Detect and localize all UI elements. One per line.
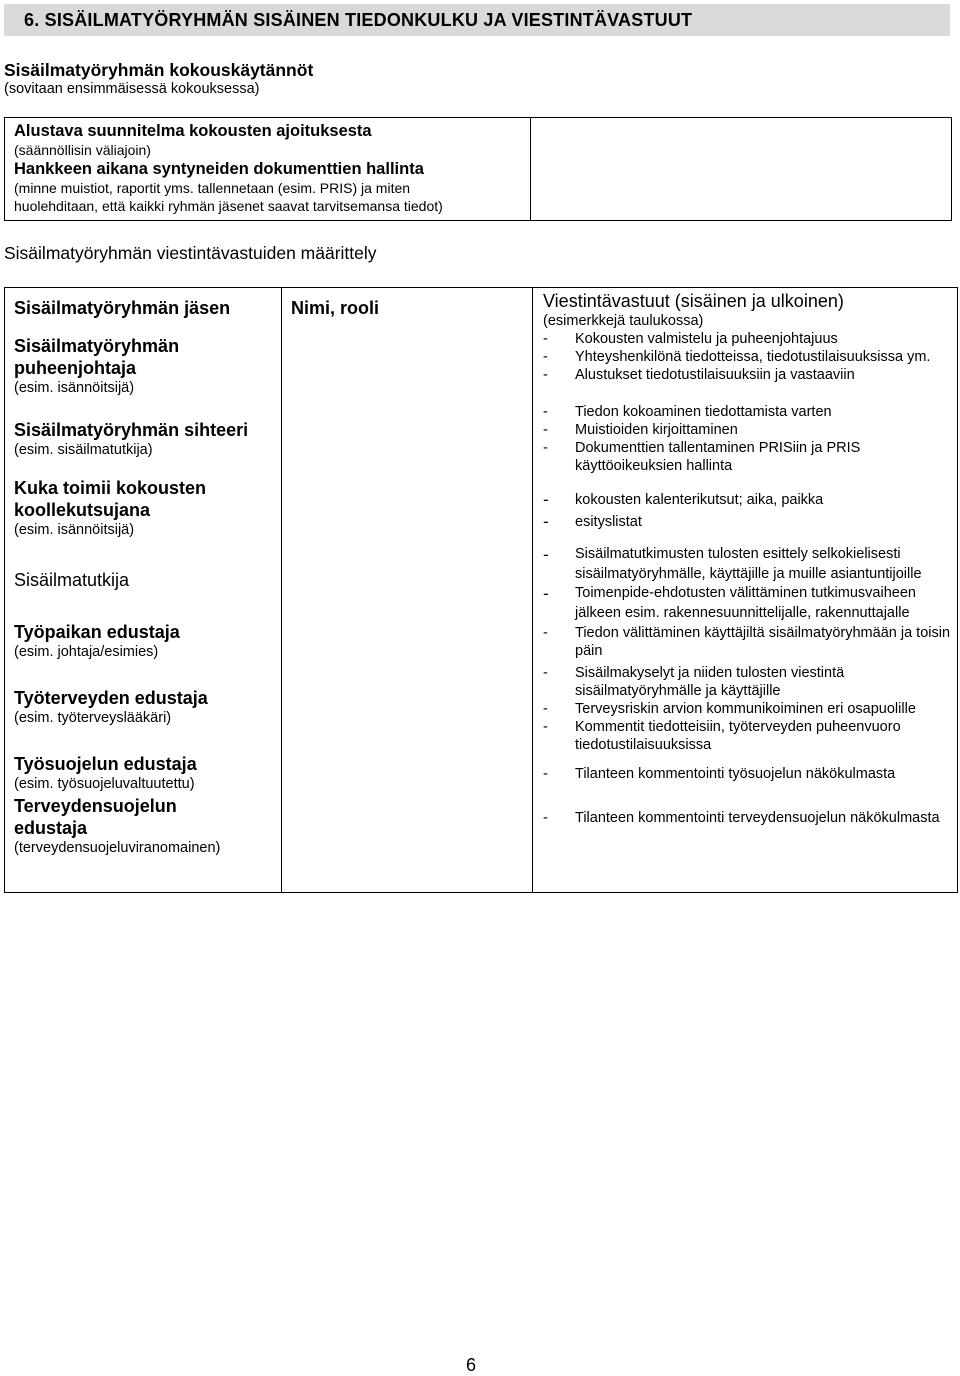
responsibilities-heading: Sisäilmatyöryhmän viestintävastuiden määrittely <box>4 243 377 263</box>
list-item: - Tiedon kokoaminen tiedottamista varten <box>543 404 832 420</box>
duties-occupational-health-rep <box>543 664 951 754</box>
meetings-box-left <box>5 118 531 220</box>
list-item: - Tilanteen kommentointi terveydensuojelun näkökulmasta <box>543 810 940 826</box>
meetings-heading: Sisäilmatyöryhmän kokouskäytännöt <box>4 60 314 80</box>
list-item: - Tilanteen kommentointi työsuojelun näkökulmasta <box>543 766 896 782</box>
list-item: - Muistioiden kirjoittaminen <box>543 422 738 438</box>
meetings-box <box>4 117 952 221</box>
meetings-note: (sovitaan ensimmäisessä kokouksessa) <box>4 81 260 97</box>
member-convener: Kuka toimii kokousten koollekutsujana (esim. isännöitsijä) <box>14 478 207 538</box>
page-number: 6 <box>466 1355 477 1375</box>
list-item: - Sisäilmatutkimusten tulosten esittely selkokielisesti sisäilmatyöryhmälle, käyttäjille ja muille asiantuntijoille <box>543 545 922 582</box>
list-item: - kokousten kalenterikutsut; aika, paikka <box>543 490 824 509</box>
list-item: - Terveysriskin arvion kommunikoiminen eri osapuolille <box>543 701 916 717</box>
member-safety-rep: Työsuojelun edustaja (esim. työsuojeluvaltuutettu) <box>14 754 197 792</box>
duties-secretary <box>543 403 951 475</box>
member-occupational-health-rep: Työterveyden edustaja (esim. työterveyslääkäri) <box>14 688 208 726</box>
section-title-banner <box>4 4 950 36</box>
documents-note-1: (minne muistiot, raportit yms. tallennetaan (esim. PRIS) ja miten <box>14 180 411 196</box>
section-title: 6. SISÄILMATYÖRYHMÄN SISÄINEN TIEDONKULKU JA VIESTINTÄVASTUUT <box>24 10 693 30</box>
meetings-box-input[interactable] <box>531 118 951 220</box>
name-column[interactable] <box>282 288 533 893</box>
list-item: - Dokumenttien tallentaminen PRISiin ja PRIS käyttöoikeuksien hallinta <box>543 440 861 474</box>
member-column-header: Sisäilmatyöryhmän jäsen <box>14 298 231 318</box>
member-indoor-air-researcher: Sisäilmatutkija <box>14 570 130 590</box>
duties-safety-rep <box>543 765 951 783</box>
duties-chair <box>543 330 951 384</box>
name-column-header: Nimi, rooli <box>291 298 380 318</box>
meeting-plan-note: (säännöllisin väliajoin) <box>14 142 151 158</box>
duties-convener <box>543 489 951 533</box>
documents-title: Hankkeen aikana syntyneiden dokumenttien hallinta <box>14 160 424 178</box>
duties-indoor-air-researcher <box>543 545 951 623</box>
duties-column-header: Viestintävastuut (sisäinen ja ulkoinen) (esimerkkejä taulukossa) <box>543 291 844 329</box>
duties-column <box>533 288 958 893</box>
member-health-protection-rep: Terveydensuojelun edustaja (terveydensuojeluviranomainen) <box>14 796 221 856</box>
member-column <box>5 288 282 893</box>
list-item: - Kokousten valmistelu ja puheenjohtajuus <box>543 331 838 347</box>
list-item: - Yhteyshenkilönä tiedotteissa, tiedotustilaisuuksissa ym. <box>543 349 931 365</box>
list-item: - Toimenpide-ehdotusten välittäminen tutkimusvaiheen jälkeen esim. rakennesuunnittelijalle, rakennuttajalle <box>543 584 916 621</box>
list-item: - Tiedon välittäminen käyttäjiltä sisäilmatyöryhmään ja toisin päin <box>543 625 951 659</box>
list-item: - Alustukset tiedotustilaisuuksiin ja vastaaviin <box>543 367 855 383</box>
list-item: - Kommentit tiedotteisiin, työterveyden puheenvuoro tiedotustilaisuuksissa <box>543 719 901 753</box>
responsibilities-table <box>4 287 958 893</box>
meeting-plan-title: Alustava suunnitelma kokousten ajoituksesta <box>14 122 372 140</box>
member-secretary: Sisäilmatyöryhmän sihteeri (esim. sisäilmatutkija) <box>14 420 249 458</box>
duties-workplace-rep <box>543 624 951 660</box>
member-workplace-rep: Työpaikan edustaja (esim. johtaja/esimies) <box>14 622 180 660</box>
documents-note-2: huolehditaan, että kaikki ryhmän jäsenet saavat tarvitsemansa tiedot) <box>14 198 443 214</box>
duties-health-protection-rep <box>543 809 951 827</box>
member-chair: Sisäilmatyöryhmän puheenjohtaja (esim. isännöitsijä) <box>14 336 180 396</box>
list-item: - Sisäilmakyselyt ja niiden tulosten viestintä sisäilmatyöryhmälle ja käyttäjille <box>543 665 845 699</box>
list-item: - esityslistat <box>543 512 642 531</box>
